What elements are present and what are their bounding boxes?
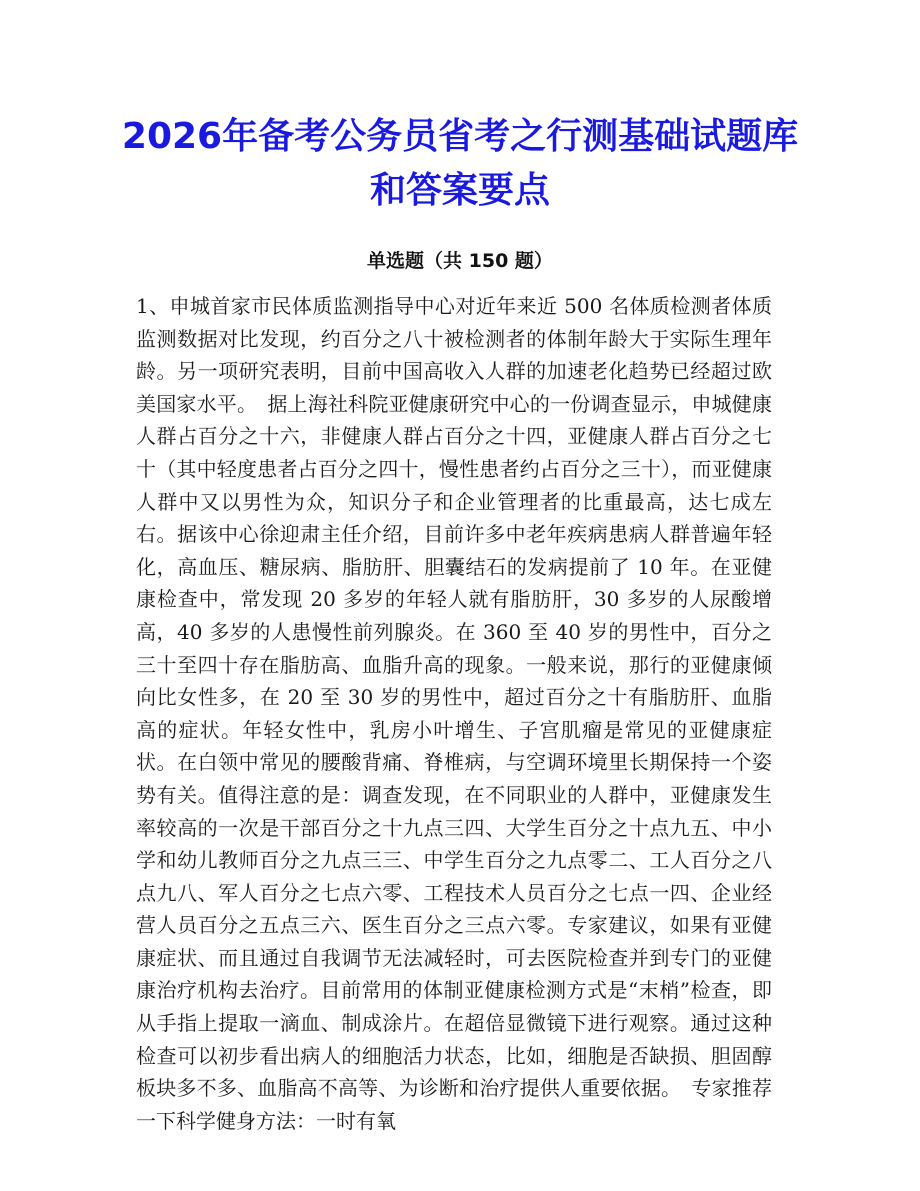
section-heading: 单选题（共 150 题）: [367, 250, 553, 272]
document-title: 2026年备考公务员省考之行测基础试题库和答案要点: [121, 116, 799, 211]
question-1-text: 1、申城首家市民体质监测指导中心对近年来近 500 名体质检测者体质监测数据对比发现，约百分之八十被检测者的体制年龄大于实际生理年龄。另一项研究表明，目前中国高收入人群的加速老化趋势已经超过欧美国家水平。 据上海社科院亚健康研究中心的一份调查显示，申城健康人群占百分之十六，非健康人群占百分之十四，亚健康人群占百分之七十（其中轻度患者占百分之四十，慢性患者约占百分之三十），而亚健康人群中又以男性为众，知识分子和企业管理者的比重最高，达七成左右。据该中心徐迎肃主任介绍，目前许多中老年疾病患病人群普遍年轻化，高血压、糖尿病、脂肪肝、胆囊结石的发病提前了 10 年。在亚健康检查中，常发现 20 多岁的年轻人就有脂肪肝，30 多岁的人尿酸增高，40 多岁的人患慢性前列腺炎。在 360 至 40 岁的男性中，百分之三十至四十存在脂肪高、血脂升高的现象。一般来说，那行的亚健康倾向比女性多，在 20 至 30 岁的男性中，超过百分之十有脂肪肝、血脂高的症状。年轻女性中，乳房小叶增生、子宫肌瘤是常见的亚健康症状。在白领中常见的腰酸背痛、脊椎病，与空调环境里长期保持一个姿势有关。值得注意的是：调查发现，在不同职业的人群中，亚健康发生率较高的一次是干部百分之十九点三四、大学生百分之十点九五、中小学和幼儿教师百分之九点三三、中学生百分之九点零二、工人百分之八点九八、军人百分之七点六零、工程技术人员百分之七点一四、企业经营人员百分之五点三六、医生百分之三点六零。专家建议，如果有亚健康症状、而且通过自我调节无法减轻时，可去医院检查并到专门的亚健康治疗机构去治疗。目前常用的体制亚健康检测方式是“末梢”检查，即从手指上提取一滴血、制成涂片。在超倍显微镜下进行观察。通过这种检查可以初步看出病人的细胞活力状态，比如，细胞是否缺损、胆固醇板块多不多、血脂高不高等、为诊断和治疗提供人重要依据。 专家推荐一下科学健身方法：一时有氧: [136, 294, 772, 1133]
